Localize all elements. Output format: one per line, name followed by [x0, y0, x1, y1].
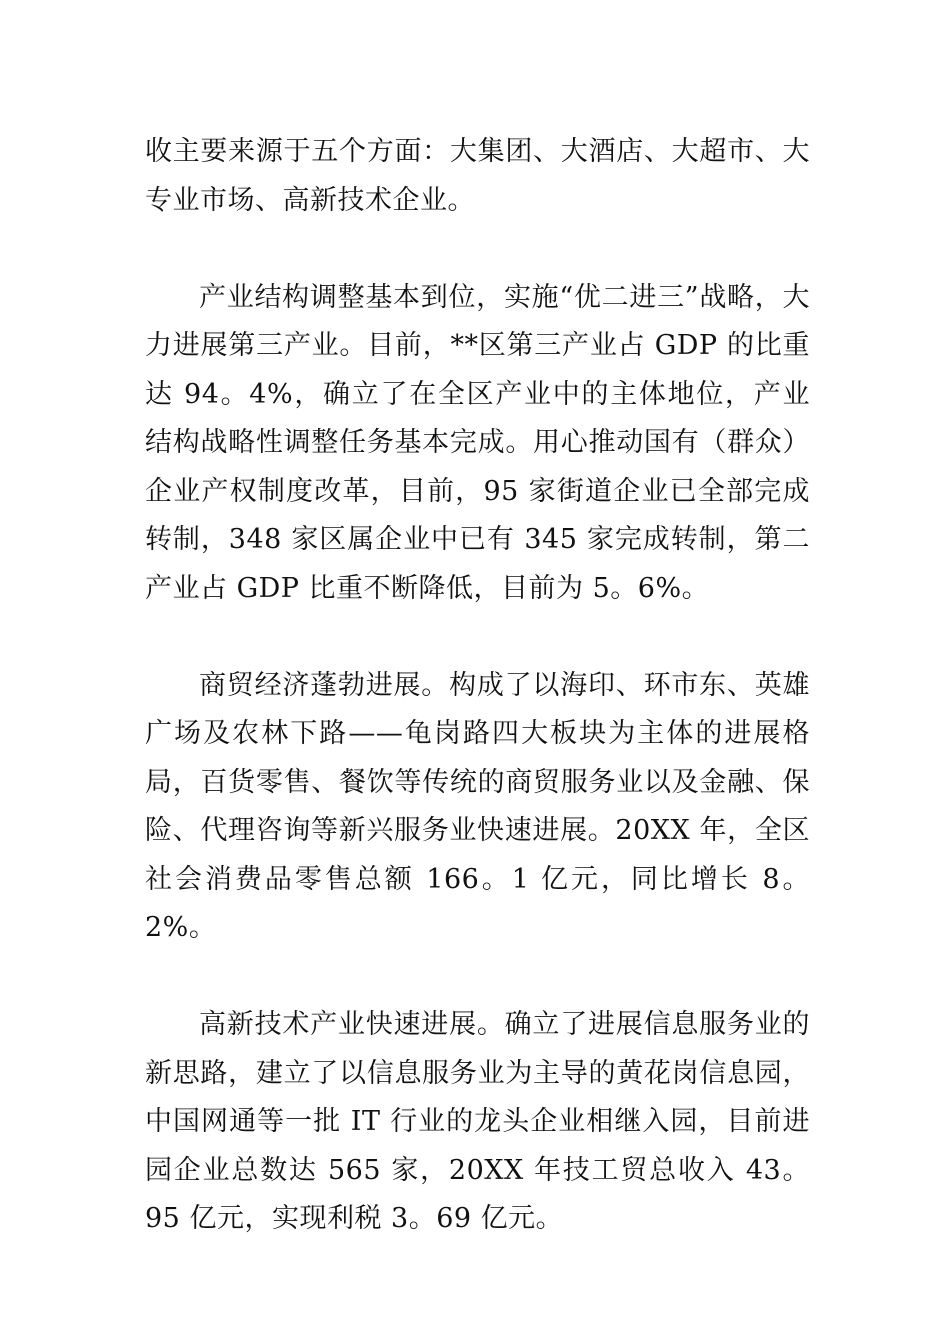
paragraph-3: 商贸经济蓬勃进展。构成了以海印、环市东、英雄广场及农林下路——龟岗路四大板块为主体的进展格局，百货零售、餐饮等传统的商贸服务业以及金融、保险、代理咨询等新兴服务业快速进展。20XX 年，全区社会消费品零售总额 166。1 亿元，同比增长 8。2%。: [145, 669, 810, 943]
document-body: [145, 128, 810, 1244]
paragraph-2: 产业结构调整基本到位，实施“优二进三”战略，大力进展第三产业。目前，**区第三产业占 GDP 的比重达 94。4%，确立了在全区产业中的主体地位，产业结构战略性调整任务基本完成。用心推动国有（群众）企业产权制度改革，目前，95 家街道企业已全部完成转制，348 家区属企业中已有 345 家完成转制，第二产业占 GDP 比重不断降低，目前为 5。6%。: [145, 281, 810, 604]
paragraph-1: 收主要来源于五个方面：大集团、大酒店、大超市、大专业市场、高新技术企业。: [145, 136, 810, 216]
paragraph-4: 高新技术产业快速进展。确立了进展信息服务业的新思路，建立了以信息服务业为主导的黄花岗信息园，中国网通等一批 IT 行业的龙头企业相继入园，目前进园企业总数达 565 家，20XX 年技工贸总收入 43。95 亿元，实现利税 3。69 亿元。: [145, 1009, 810, 1234]
